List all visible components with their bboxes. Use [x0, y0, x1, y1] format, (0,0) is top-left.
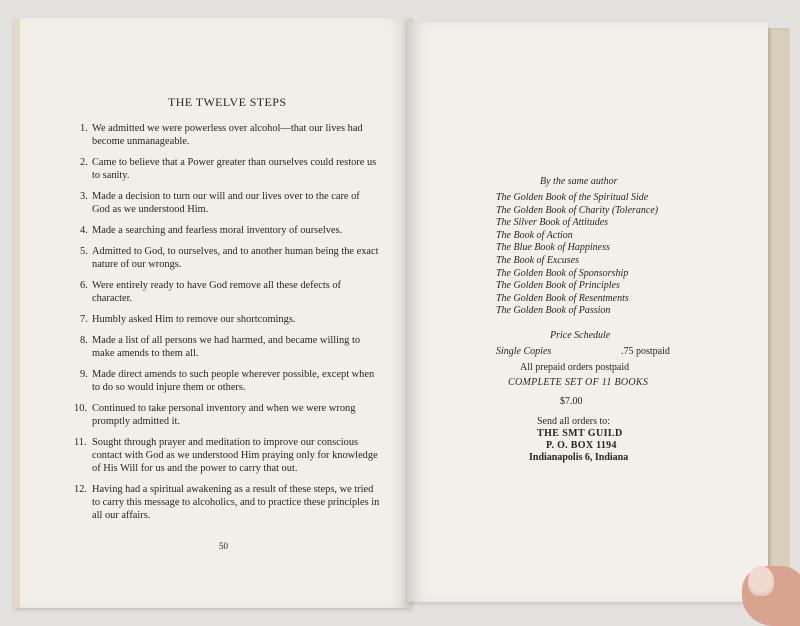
- price-schedule-heading: Price Schedule: [550, 330, 611, 341]
- book-title: The Golden Book of Passion: [496, 305, 611, 317]
- step-item: 12. Having had a spiritual awakening as a result of these steps, we tried to carry this message to alcoholics, and to practice these principles in all our affairs.: [74, 484, 380, 521]
- book-title: The Golden Book of the Spiritual Side: [496, 192, 649, 203]
- fingernail: [748, 566, 774, 596]
- book-title: The Golden Book of Charity (Tolerance): [496, 204, 659, 216]
- single-copies-label: Single Copies: [496, 346, 552, 357]
- step-item: 7. Humbly asked Him to remove our shortcomings.: [80, 314, 296, 325]
- page-title: THE TWELVE STEPS: [168, 95, 287, 109]
- step-item: 11. Sought through prayer and meditation to improve our conscious contact with God as we understood Him praying only for knowledge of His Will for us and the power to carry that out.: [74, 437, 378, 474]
- step-item: 2. Came to believe that a Power greater than ourselves could restore us to sanity.: [80, 157, 377, 181]
- book-title: The Golden Book of Sponsorship: [496, 267, 629, 279]
- po-box: P. O. BOX 1194: [546, 440, 617, 451]
- step-text: Sought through prayer and meditation to improve our conscious contact with God as we understood Him praying only for knowledge of His Will for us and the power to carry that out.: [92, 437, 378, 474]
- prepaid-note: All prepaid orders postpaid: [520, 362, 630, 373]
- city-address: Indianapolis 6, Indiana: [529, 452, 629, 463]
- step-text: Having had a spiritual awakening as a result of these steps, we tried to carry this message to alcoholics, and to practice these principles in all our affairs.: [92, 484, 380, 521]
- step-text: Made a searching and fearless moral inventory of ourselves.: [92, 225, 343, 236]
- book-title: The Silver Book of Attitudes: [496, 217, 609, 229]
- book-title: The Blue Book of Happiness: [496, 242, 610, 254]
- twelve-steps-list: [74, 122, 380, 530]
- step-text: Were entirely ready to have God remove all these defects of character.: [92, 280, 342, 304]
- step-text: Admitted to God, to ourselves, and to another human being the exact nature of our wrongs.: [92, 246, 379, 270]
- step-item: 6. Were entirely ready to have God remove all these defects of character.: [80, 280, 342, 304]
- step-text: Made a list of all persons we had harmed, and became willing to make amends to them all.: [92, 335, 361, 359]
- step-item: 3. Made a decision to turn our will and our lives over to the care of God as we understood Him.: [80, 191, 360, 215]
- book-title: The Book of Excuses: [496, 254, 580, 266]
- step-item: 5. Admitted to God, to ourselves, and to another human being the exact nature of our wrongs.: [80, 246, 379, 270]
- step-item: 10. Continued to take personal inventory and when we were wrong promptly admitted it.: [74, 403, 356, 427]
- step-item: 4. Made a searching and fearless moral inventory of ourselves.: [80, 225, 343, 236]
- back-cover: [768, 28, 790, 596]
- complete-set-price: $7.00: [560, 396, 583, 407]
- step-item: 8. Made a list of all persons we had harmed, and became willing to make amends to them all.: [80, 335, 361, 359]
- step-text: Made a decision to turn our will and our lives over to the care of God as we understood Him.: [92, 191, 360, 215]
- complete-set-label: COMPLETE SET OF 11 BOOKS: [508, 377, 649, 388]
- step-text: We admitted we were powerless over alcohol—that our lives had become unmanageable.: [92, 123, 363, 147]
- step-item: 9. Made direct amends to such people wherever possible, except when to do so would injure them or others.: [80, 369, 375, 393]
- book-title: The Golden Book of Principles: [496, 280, 620, 292]
- step-text: Made direct amends to such people wherever possible, except when to do so would injure them or others.: [92, 369, 375, 393]
- step-item: 1. We admitted we were powerless over alcohol—that our lives had become unmanageable.: [80, 123, 363, 147]
- single-copies-price: .75 postpaid: [621, 346, 670, 357]
- by-author-heading: By the same author: [540, 176, 618, 187]
- step-text: Humbly asked Him to remove our shortcomings.: [92, 314, 296, 325]
- guild-name: THE SMT GUILD: [537, 428, 623, 439]
- page-number: 50: [219, 541, 228, 551]
- send-orders-label: Send all orders to:: [537, 416, 611, 427]
- step-text: Came to believe that a Power greater than ourselves could restore us to sanity.: [92, 157, 377, 181]
- step-text: Continued to take personal inventory and when we were wrong promptly admitted it.: [92, 403, 356, 427]
- book-list: [496, 192, 658, 318]
- book-title: The Book of Action: [496, 229, 573, 241]
- book-title: The Golden Book of Resentments: [496, 292, 629, 304]
